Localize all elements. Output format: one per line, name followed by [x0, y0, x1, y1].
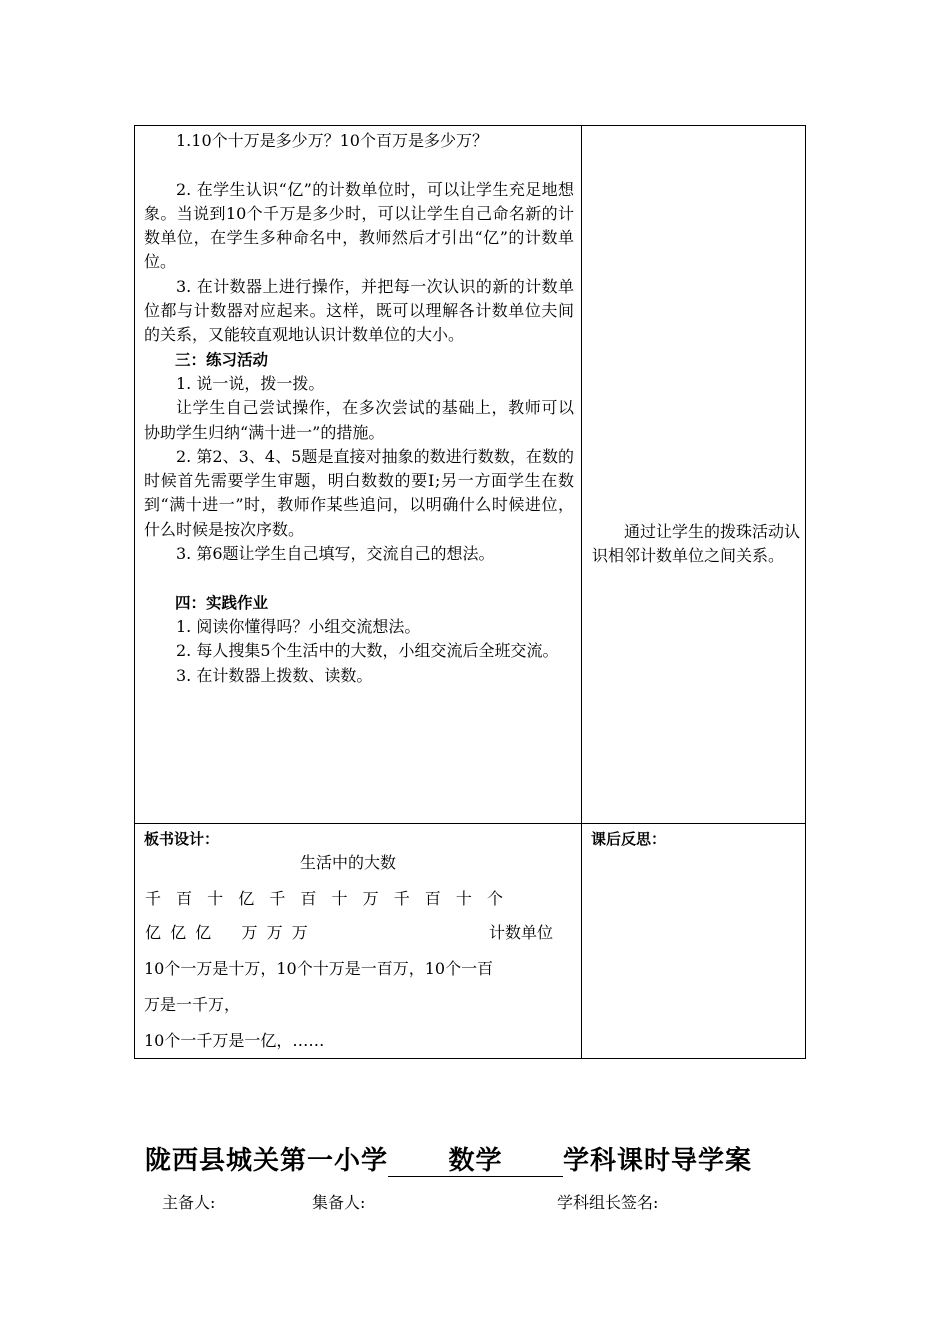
board-line-5: 10个一千万是一亿，……	[144, 1031, 325, 1050]
paragraph: 3. 在计数器上拨数、读数。	[176, 665, 373, 685]
section-heading: 三：练习活动	[175, 350, 269, 369]
design-intent-note: 通过让学生的拨珠活动认识相邻计数单位之间关系。	[592, 522, 801, 566]
paragraph: 3. 第6题让学生自己填写，交流自己的想法。	[176, 544, 495, 564]
subject-field: 数学	[388, 1146, 563, 1177]
reflection-label: 课后反思：	[591, 830, 667, 848]
title-suffix: 学科课时导学案	[563, 1146, 753, 1176]
paragraph: 2. 每人搜集5个生活中的大数，小组交流后全班交流。	[176, 641, 559, 661]
paragraph: 1. 阅读你懂得吗？小组交流想法。	[176, 616, 421, 636]
board-line-4: 万是一千万，	[144, 995, 241, 1014]
document-title	[145, 1140, 752, 1177]
board-line-3: 10个一万是十万，10个十万是一百万，10个一百	[144, 959, 494, 978]
paragraph: 1. 说一说，拨一拨。	[176, 373, 325, 393]
column-divider	[581, 126, 582, 1058]
paragraph: 1.10个十万是多少万？10个百万是多少万？	[176, 131, 488, 150]
preparer-label: 主备人:	[162, 1193, 216, 1212]
blank-line	[144, 153, 574, 177]
school-name: 陇西县城关第一小学	[145, 1146, 389, 1176]
row-divider	[135, 823, 805, 824]
co-preparer-label: 集备人:	[312, 1193, 366, 1212]
paragraph: 让学生自己尝试操作，在多次尝试的基础上，教师可以协助学生归纳“满十进一”的措施。	[144, 398, 574, 442]
paragraph: 2. 第2、3、4、5题是直接对抽象的数进行数数，在数的时候首先需要学生审题，明白数数的要Ⅰ;另一方面学生在数到“满十进一”时，教师作某些追问，以明确什么时候进位，什么时候是按次序数。	[144, 446, 574, 539]
place-value-row-top: 千 百 十 亿 千 百 十 万 千 百 十 个	[145, 889, 505, 908]
teaching-process-cell	[144, 126, 574, 688]
counting-unit-label: 计数单位	[489, 923, 554, 942]
board-design-label: 板书设计：	[144, 830, 220, 848]
lesson-plan-table	[134, 125, 806, 1059]
board-title: 生活中的大数	[300, 853, 397, 872]
paragraph: 2. 在学生认识“亿”的计数单位时，可以让学生充足地想象。当说到10个千万是多少时，可以让学生自己命名新的计数单位，在学生多种命名中，教师然后才引出“亿”的计数单位。	[144, 179, 574, 272]
paragraph: 3. 在计数器上进行操作，并把每一次认识的新的计数单位都与计数器对应起来。这样，既可以理解各计数单位夫间的关系，又能较直观地认识计数单位的大小。	[144, 276, 574, 345]
blank-line	[144, 566, 574, 590]
section-heading: 四：实践作业	[175, 593, 269, 612]
leader-signature-label: 学科组长签名:	[557, 1193, 659, 1212]
place-value-row-bottom: 亿 亿 亿 万 万 万	[145, 923, 310, 942]
